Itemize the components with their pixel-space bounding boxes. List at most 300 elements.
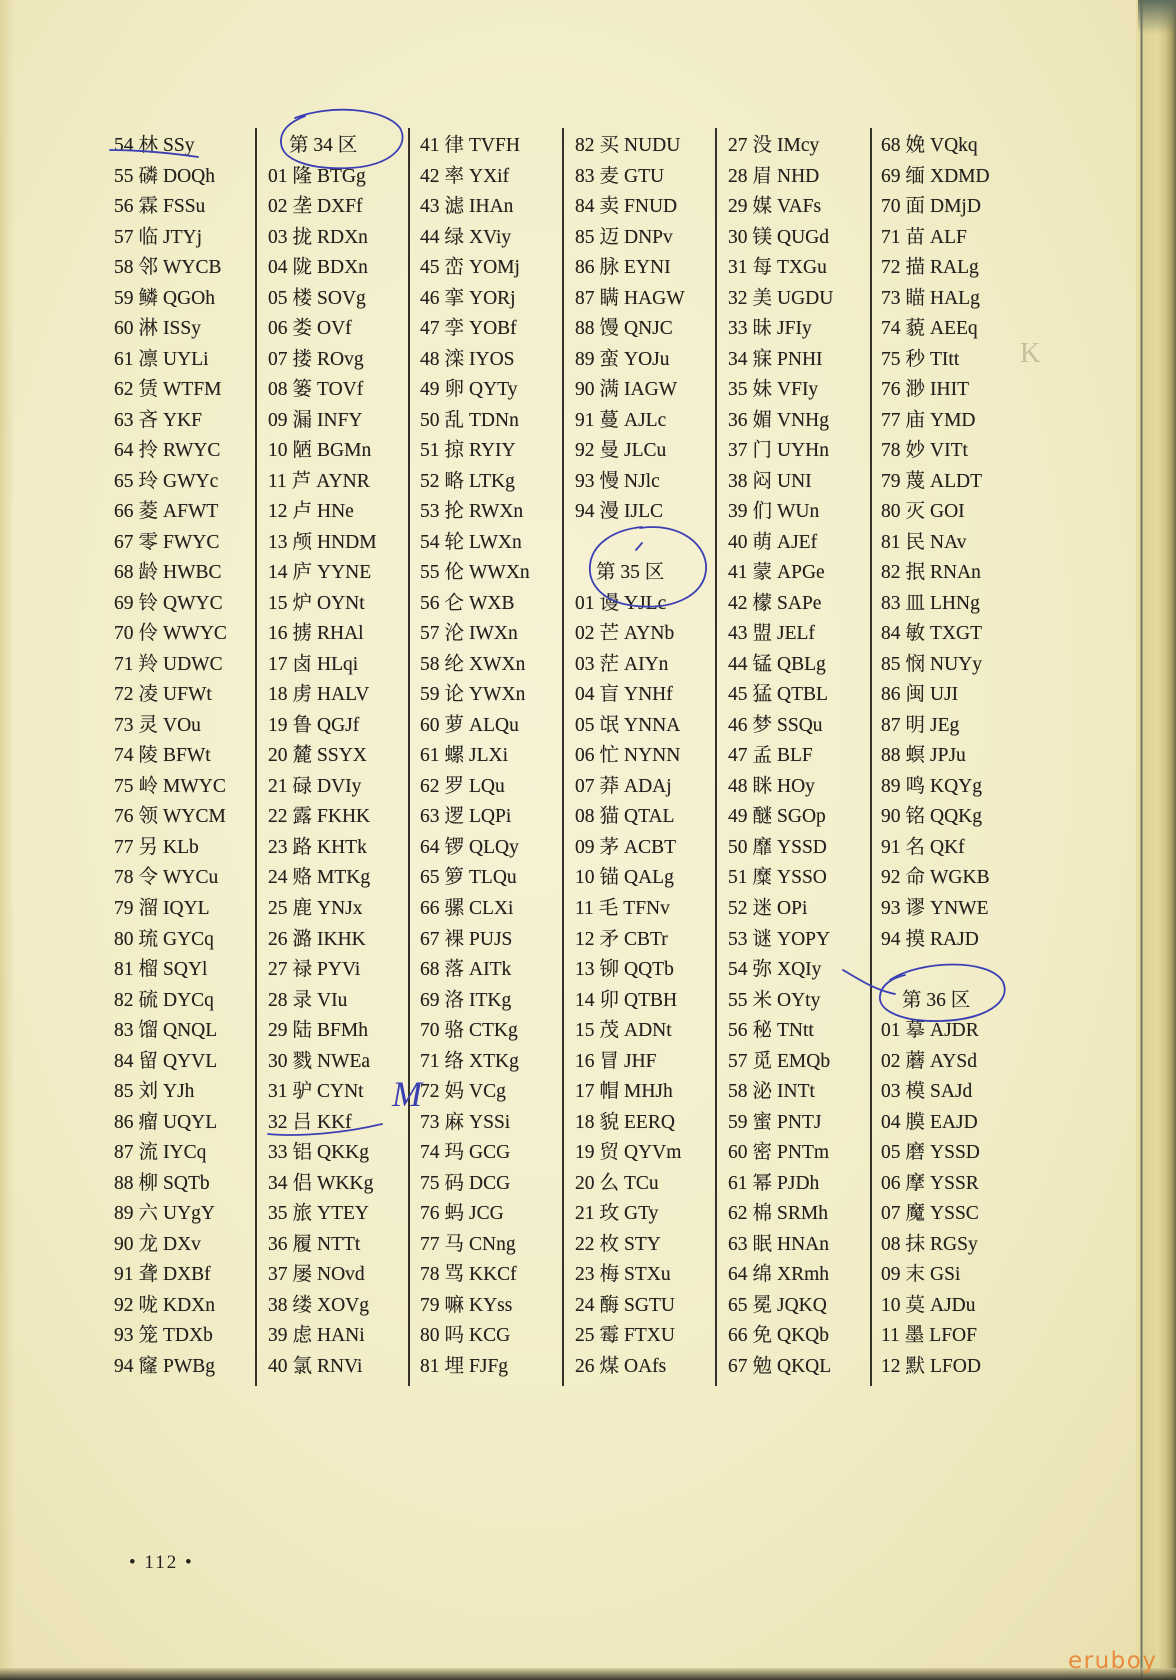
entry-number: 89 (575, 348, 595, 370)
entry-code: AYNR (316, 470, 370, 492)
entry-number: 81 (114, 959, 134, 981)
entry-code: INFY (317, 409, 363, 431)
entry-code: RYIY (469, 440, 516, 462)
entry-code: FSSu (163, 196, 206, 218)
entry-code: LQPi (469, 806, 512, 828)
entry-character: 卖 (599, 196, 620, 218)
entry-number: 03 (881, 1081, 901, 1103)
entry-number: 88 (881, 745, 901, 767)
code-entry (114, 1047, 217, 1077)
entry-code: DYCq (163, 989, 214, 1011)
entry-character: 篓 (292, 379, 313, 401)
entry-number: 85 (114, 1081, 134, 1103)
entry-number: 06 (575, 745, 595, 767)
entry-character: 另 (138, 836, 159, 858)
entry-code: EMQb (777, 1050, 831, 1072)
code-entry (881, 345, 959, 375)
entry-code: HNAn (777, 1233, 830, 1255)
entry-number: 58 (420, 653, 440, 675)
entry-number: 15 (268, 592, 288, 614)
entry-code: GTU (624, 165, 665, 187)
entry-number: 31 (268, 1081, 288, 1103)
entry-character: 箩 (444, 867, 465, 889)
entry-code: HWBC (163, 562, 222, 584)
entry-number: 75 (420, 1172, 440, 1194)
entry-character: 靡 (752, 836, 773, 858)
entry-number: 91 (881, 836, 901, 858)
entry-number: 09 (268, 409, 288, 431)
code-entry (575, 619, 674, 649)
code-entry (420, 467, 515, 497)
entry-number: 15 (575, 1020, 595, 1042)
entry-character: 凛 (138, 348, 159, 370)
entry-character: 虏 (292, 684, 313, 706)
entry-code: IHIT (930, 379, 969, 401)
entry-number: 13 (575, 959, 595, 981)
entry-code: QNQL (163, 1020, 218, 1042)
entry-character: 瞄 (905, 287, 926, 309)
entry-code: JCG (469, 1203, 504, 1225)
code-entry (881, 314, 978, 344)
code-entry (268, 741, 367, 771)
entry-code: KCG (469, 1325, 511, 1347)
entry-number: 10 (881, 1294, 901, 1316)
entry-code: QGOh (163, 287, 216, 309)
code-entry (575, 1260, 671, 1290)
entry-character: 令 (138, 867, 159, 889)
entry-code: YSSi (469, 1111, 511, 1133)
code-entry (575, 955, 674, 985)
entry-character: 末 (905, 1264, 926, 1286)
entry-number: 07 (268, 348, 288, 370)
code-entry (575, 314, 673, 344)
code-entry (575, 925, 668, 955)
entry-code: FWYC (163, 531, 220, 553)
entry-character: 冕 (752, 1294, 773, 1316)
code-entry (881, 1260, 960, 1290)
entry-character: 灵 (138, 714, 159, 736)
entry-number: 67 (420, 928, 440, 950)
entry-code: ADNt (624, 1020, 672, 1042)
entry-code: TDNn (469, 409, 519, 431)
entry-number: 09 (575, 836, 595, 858)
code-entry (881, 284, 980, 314)
entry-number: 93 (575, 470, 595, 492)
code-entry (881, 131, 978, 161)
code-entry (575, 375, 677, 405)
code-entry (420, 131, 520, 161)
code-entry (420, 925, 512, 955)
entry-number: 83 (881, 592, 901, 614)
entry-number: 52 (420, 470, 440, 492)
code-entry (268, 162, 366, 192)
entry-number: 47 (420, 318, 440, 340)
entry-number: 32 (268, 1111, 288, 1133)
entry-character: 磨 (905, 1142, 926, 1164)
entry-number: 65 (114, 470, 134, 492)
entry-number: 79 (114, 898, 134, 919)
entry-character: 领 (138, 806, 159, 828)
entry-code: HLqi (317, 653, 359, 675)
entry-number: 47 (728, 745, 748, 767)
entry-number: 07 (575, 775, 595, 797)
entry-number: 17 (268, 653, 288, 675)
code-entry (420, 1138, 510, 1168)
entry-character: 魔 (905, 1203, 926, 1225)
entry-number: 58 (114, 257, 134, 279)
entry-number: 60 (114, 318, 134, 340)
entry-number: 65 (728, 1294, 748, 1316)
entry-number: 50 (728, 836, 748, 858)
entry-character: 绵 (752, 1264, 773, 1286)
entry-character: 录 (292, 989, 313, 1011)
entry-code: EAJD (930, 1111, 978, 1133)
entry-character: 毛 (598, 898, 619, 919)
code-column (420, 0, 560, 1400)
entry-character: 留 (138, 1050, 159, 1072)
entry-number: 86 (114, 1111, 134, 1133)
entry-number: 67 (114, 531, 134, 553)
entry-number: 85 (575, 226, 595, 248)
entry-code: QTBH (624, 989, 678, 1011)
entry-number: 05 (575, 714, 595, 736)
entry-number: 36 (728, 409, 748, 431)
code-entry (881, 1169, 979, 1199)
code-entry (114, 833, 199, 863)
entry-number: 31 (728, 257, 748, 279)
code-entry (114, 986, 214, 1016)
code-entry (420, 894, 513, 924)
entry-character: 岭 (138, 775, 159, 797)
entry-code: XViy (469, 226, 512, 248)
entry-number: 77 (114, 836, 134, 858)
entry-character: 流 (138, 1142, 159, 1164)
entry-number: 08 (268, 379, 288, 401)
entry-number: 74 (420, 1142, 440, 1164)
code-entry (575, 802, 674, 832)
code-entry (728, 1291, 827, 1321)
entry-character: 吗 (444, 1325, 465, 1347)
code-entry (420, 772, 505, 802)
entry-character: 芒 (599, 623, 620, 645)
entry-number: 87 (114, 1142, 134, 1164)
entry-character: 矛 (599, 928, 620, 950)
entry-character: 笼 (138, 1325, 159, 1347)
entry-code: VIu (317, 989, 348, 1011)
entry-character: 蔑 (905, 470, 926, 492)
entry-character: 六 (138, 1203, 159, 1225)
entry-character: 煤 (599, 1355, 620, 1377)
entry-code: HANi (317, 1325, 365, 1347)
entry-code: BLF (777, 745, 813, 767)
code-entry (114, 1291, 215, 1321)
code-entry (268, 1260, 365, 1290)
entry-character: 慢 (599, 470, 620, 492)
entry-character: 埋 (444, 1355, 465, 1377)
code-entry (728, 162, 819, 192)
code-entry (881, 1352, 981, 1382)
code-entry (268, 1108, 352, 1138)
entry-character: 鲁 (292, 714, 313, 736)
code-entry (728, 467, 812, 497)
entry-number: 37 (728, 440, 748, 462)
entry-character: 潞 (292, 928, 313, 950)
entry-number: 05 (268, 287, 288, 309)
entry-number: 89 (114, 1203, 134, 1225)
entry-code: VCg (469, 1081, 506, 1103)
entry-code: HALV (317, 684, 370, 706)
entry-number: 57 (728, 1050, 748, 1072)
code-entry (728, 1016, 814, 1046)
entry-code: AYNb (624, 623, 675, 645)
entry-character: 们 (752, 501, 773, 523)
entry-number: 55 (728, 989, 748, 1011)
entry-code: PNTm (777, 1142, 830, 1164)
entry-code: YORj (469, 287, 516, 309)
entry-character: 抡 (444, 501, 465, 523)
entry-character: 谬 (905, 898, 926, 919)
entry-code: LQu (469, 775, 505, 797)
entry-number: 62 (420, 775, 440, 797)
entry-code: RDXn (317, 226, 368, 248)
entry-character: 洛 (444, 989, 465, 1011)
entry-number: 24 (575, 1294, 595, 1316)
entry-character: 零 (138, 531, 159, 553)
entry-number: 22 (268, 806, 288, 828)
code-entry (728, 619, 815, 649)
code-entry (114, 467, 218, 497)
code-entry (420, 375, 517, 405)
entry-number: 05 (881, 1142, 901, 1164)
entry-code: UQYL (163, 1111, 218, 1133)
entry-character: 满 (599, 379, 620, 401)
entry-code: JPJu (930, 745, 966, 767)
entry-number: 85 (881, 653, 901, 675)
entry-code: SAPe (777, 592, 822, 614)
code-entry (881, 589, 980, 619)
entry-number: 59 (728, 1111, 748, 1133)
code-column (575, 0, 715, 1400)
entry-character: 陵 (138, 745, 159, 767)
code-entry (420, 802, 511, 832)
entry-code: BTGg (317, 165, 366, 187)
entry-number: 93 (881, 898, 901, 919)
code-entry (114, 406, 202, 436)
code-entry (728, 1352, 831, 1382)
entry-number: 16 (575, 1050, 595, 1072)
code-entry (881, 863, 990, 893)
entry-code: RWXn (469, 501, 524, 523)
entry-number: 04 (575, 684, 595, 706)
entry-code: WKKg (317, 1172, 374, 1194)
code-entry (420, 223, 511, 253)
entry-number: 68 (420, 959, 440, 981)
entry-character: 拢 (292, 226, 313, 248)
entry-number: 26 (575, 1355, 595, 1377)
code-entry (728, 223, 829, 253)
entry-number: 61 (420, 745, 440, 767)
entry-number: 79 (420, 1294, 440, 1316)
entry-code: AIYn (624, 653, 669, 675)
entry-code: YOMj (469, 257, 520, 279)
entry-character: 落 (444, 959, 465, 981)
code-entry (420, 1260, 517, 1290)
entry-character: 炉 (292, 592, 313, 614)
entry-number: 46 (728, 714, 748, 736)
entry-code: IYCq (163, 1142, 207, 1164)
entry-code: ALQu (469, 714, 519, 736)
code-entry (420, 955, 511, 985)
code-entry (728, 253, 827, 283)
entry-number: 50 (420, 409, 440, 431)
entry-code: XWXn (469, 653, 526, 675)
entry-number: 63 (420, 806, 440, 828)
entry-number: 07 (881, 1203, 901, 1225)
entry-character: 陆 (292, 1020, 313, 1042)
entry-code: IKHK (317, 928, 366, 950)
entry-number: 01 (881, 1020, 901, 1042)
entry-number: 45 (728, 684, 748, 706)
code-entry (881, 1230, 978, 1260)
entry-character: 铃 (138, 592, 159, 614)
entry-number: 11 (268, 470, 287, 492)
entry-number: 11 (575, 898, 594, 919)
code-entry (268, 1077, 364, 1107)
entry-number: 56 (114, 196, 134, 218)
code-entry (268, 192, 363, 222)
entry-code: UYHn (777, 440, 830, 462)
entry-code: AJLc (624, 409, 667, 431)
entry-code: YXif (469, 165, 510, 187)
entry-number: 77 (881, 409, 901, 431)
entry-character: 摸 (905, 928, 926, 950)
entry-number: 67 (728, 1355, 748, 1377)
entry-character: 灭 (905, 501, 926, 523)
entry-character: 玲 (138, 470, 159, 492)
entry-number: 48 (420, 348, 440, 370)
entry-character: 掳 (292, 623, 313, 645)
entry-number: 01 (268, 165, 288, 187)
code-entry (881, 375, 969, 405)
code-entry (420, 1321, 510, 1351)
entry-code: WYCu (163, 867, 219, 889)
section-header: 第 35 区 (596, 562, 665, 584)
entry-code: KLb (163, 836, 199, 858)
entry-character: 络 (444, 1050, 465, 1072)
entry-code: RWYC (163, 440, 221, 462)
entry-character: 履 (292, 1233, 313, 1255)
entry-character: 拎 (138, 440, 159, 462)
code-entry (728, 497, 819, 527)
entry-code: OVf (317, 318, 352, 340)
entry-character: 鹿 (292, 898, 313, 919)
entry-character: 眠 (752, 1233, 773, 1255)
entry-number: 12 (575, 928, 595, 950)
column-divider (255, 128, 257, 1386)
entry-code: NAv (930, 531, 967, 553)
entry-code: YSSD (930, 1142, 980, 1164)
entry-character: 绿 (444, 226, 465, 248)
code-entry (268, 1169, 373, 1199)
code-entry (268, 345, 364, 375)
entry-number: 81 (420, 1355, 440, 1377)
entry-number: 56 (728, 1020, 748, 1042)
code-entry (420, 558, 530, 588)
code-entry (881, 467, 982, 497)
code-entry (268, 833, 367, 863)
entry-character: 芦 (291, 470, 312, 492)
entry-number: 39 (268, 1325, 288, 1347)
entry-character: 卯 (599, 989, 620, 1011)
code-entry (114, 528, 219, 558)
code-entry (420, 1047, 519, 1077)
code-entry (881, 650, 982, 680)
entry-code: YOBf (469, 318, 517, 340)
entry-character: 命 (905, 867, 926, 889)
code-entry (575, 1047, 657, 1077)
entry-number: 21 (268, 775, 288, 797)
entry-code: RAJD (930, 928, 979, 950)
entry-character: 锰 (752, 653, 773, 675)
entry-character: 骆 (444, 1020, 465, 1042)
code-entry (420, 1230, 516, 1260)
entry-code: GWYc (163, 470, 219, 492)
entry-number: 70 (114, 623, 134, 645)
entry-code: LFOF (929, 1325, 977, 1347)
entry-character: 檬 (752, 592, 773, 614)
entry-character: 卤 (292, 653, 313, 675)
entry-character: 猛 (752, 684, 773, 706)
entry-character: 梅 (599, 1264, 620, 1286)
code-entry (114, 345, 209, 375)
entry-number: 78 (881, 440, 901, 462)
entry-character: 蒙 (752, 562, 773, 584)
code-entry (575, 1138, 681, 1168)
code-entry (881, 497, 965, 527)
entry-code: IWXn (469, 623, 518, 645)
code-entry (575, 467, 660, 497)
entry-number: 12 (881, 1355, 901, 1377)
entry-code: ISSy (163, 318, 201, 340)
entry-number: 74 (114, 745, 134, 767)
entry-code: KHTk (317, 836, 367, 858)
entry-number: 40 (728, 531, 748, 553)
code-entry (575, 772, 672, 802)
entry-character: 幂 (752, 1172, 773, 1194)
entry-character: 漫 (599, 501, 620, 523)
code-entry (114, 223, 202, 253)
entry-code: LTKg (469, 470, 515, 492)
entry-code: ADAj (624, 775, 672, 797)
entry-character: 默 (905, 1355, 926, 1377)
entry-code: VOu (163, 714, 201, 736)
entry-code: JEg (930, 714, 960, 736)
entry-number: 66 (114, 501, 134, 523)
entry-code: AEEq (930, 318, 978, 340)
entry-number: 44 (420, 226, 440, 248)
entry-number: 60 (420, 714, 440, 736)
entry-number: 53 (420, 501, 440, 523)
entry-character: 缕 (292, 1294, 313, 1316)
entry-number: 43 (420, 196, 440, 218)
entry-number: 27 (268, 959, 288, 981)
code-entry (881, 1047, 977, 1077)
entry-number: 65 (420, 867, 440, 889)
code-entry (420, 1169, 510, 1199)
entry-number: 75 (881, 348, 901, 370)
entry-character: 论 (444, 684, 465, 706)
code-entry (881, 741, 966, 771)
